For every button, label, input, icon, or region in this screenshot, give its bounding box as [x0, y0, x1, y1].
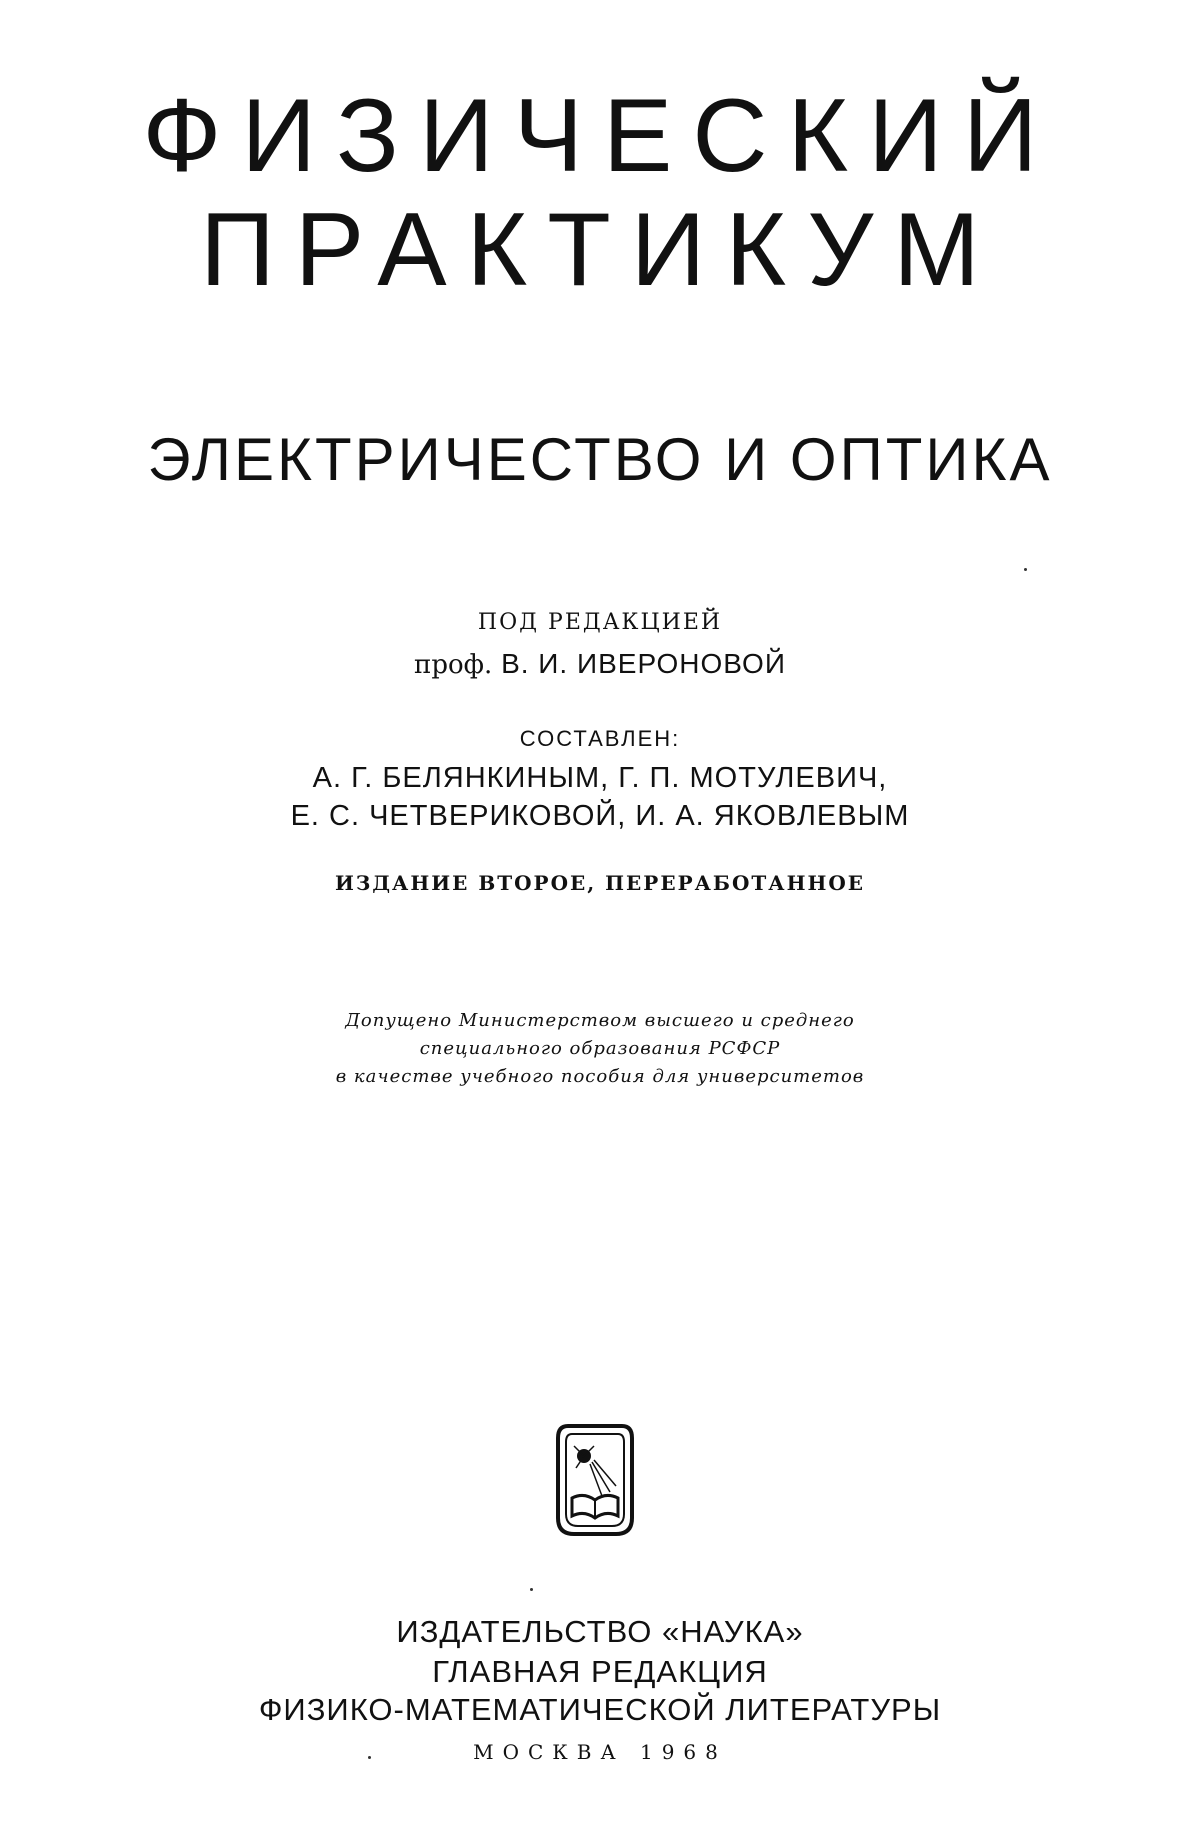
authors-line-1: А. Г. БЕЛЯНКИНЫМ, Г. П. МОТУЛЕВИЧ, — [312, 762, 888, 794]
approval-line-3: в качестве учебного пособия для университетов — [335, 1066, 865, 1087]
authors-line-2: Е. С. ЧЕТВЕРИКОВОЙ, И. А. ЯКОВЛЕВЫМ — [290, 800, 910, 832]
compiled-label: СОСТАВЛЕН: — [519, 726, 681, 751]
publisher-line-2: ГЛАВНАЯ РЕДАКЦИЯ — [432, 1654, 768, 1689]
approval-line-2: специального образования РСФСР — [419, 1038, 781, 1059]
publisher-line-3: ФИЗИКО-МАТЕМАТИЧЕСКОЙ ЛИТЕРАТУРЫ — [258, 1692, 942, 1727]
editor-line — [0, 648, 1200, 680]
publisher-emblem-icon — [554, 1422, 636, 1538]
scan-speck — [368, 1756, 371, 1759]
editor-prefix: проф. — [414, 650, 493, 680]
approval-line-1: Допущено Министерством высшего и среднего — [345, 1010, 855, 1031]
book-subtitle: ЭЛЕКТРИЧЕСТВО И ОПТИКА — [147, 426, 1053, 493]
editor-label: ПОД РЕДАКЦИЕЙ — [477, 610, 723, 635]
edition-note: ИЗДАНИЕ ВТОРОЕ, ПЕРЕРАБОТАННОЕ — [334, 871, 866, 895]
book-title-line-2: ПРАКТИКУМ — [200, 192, 1000, 308]
city-year: МОСКВА 1968 — [473, 1740, 727, 1764]
scan-speck — [530, 1588, 533, 1591]
book-title-line-1: ФИЗИЧЕСКИЙ — [142, 78, 1058, 194]
publisher-line-1: ИЗДАТЕЛЬСТВО «НАУКА» — [396, 1614, 804, 1649]
scan-speck — [1024, 568, 1027, 571]
editor-name: В. И. ИВЕРОНОВОЙ — [501, 648, 786, 679]
